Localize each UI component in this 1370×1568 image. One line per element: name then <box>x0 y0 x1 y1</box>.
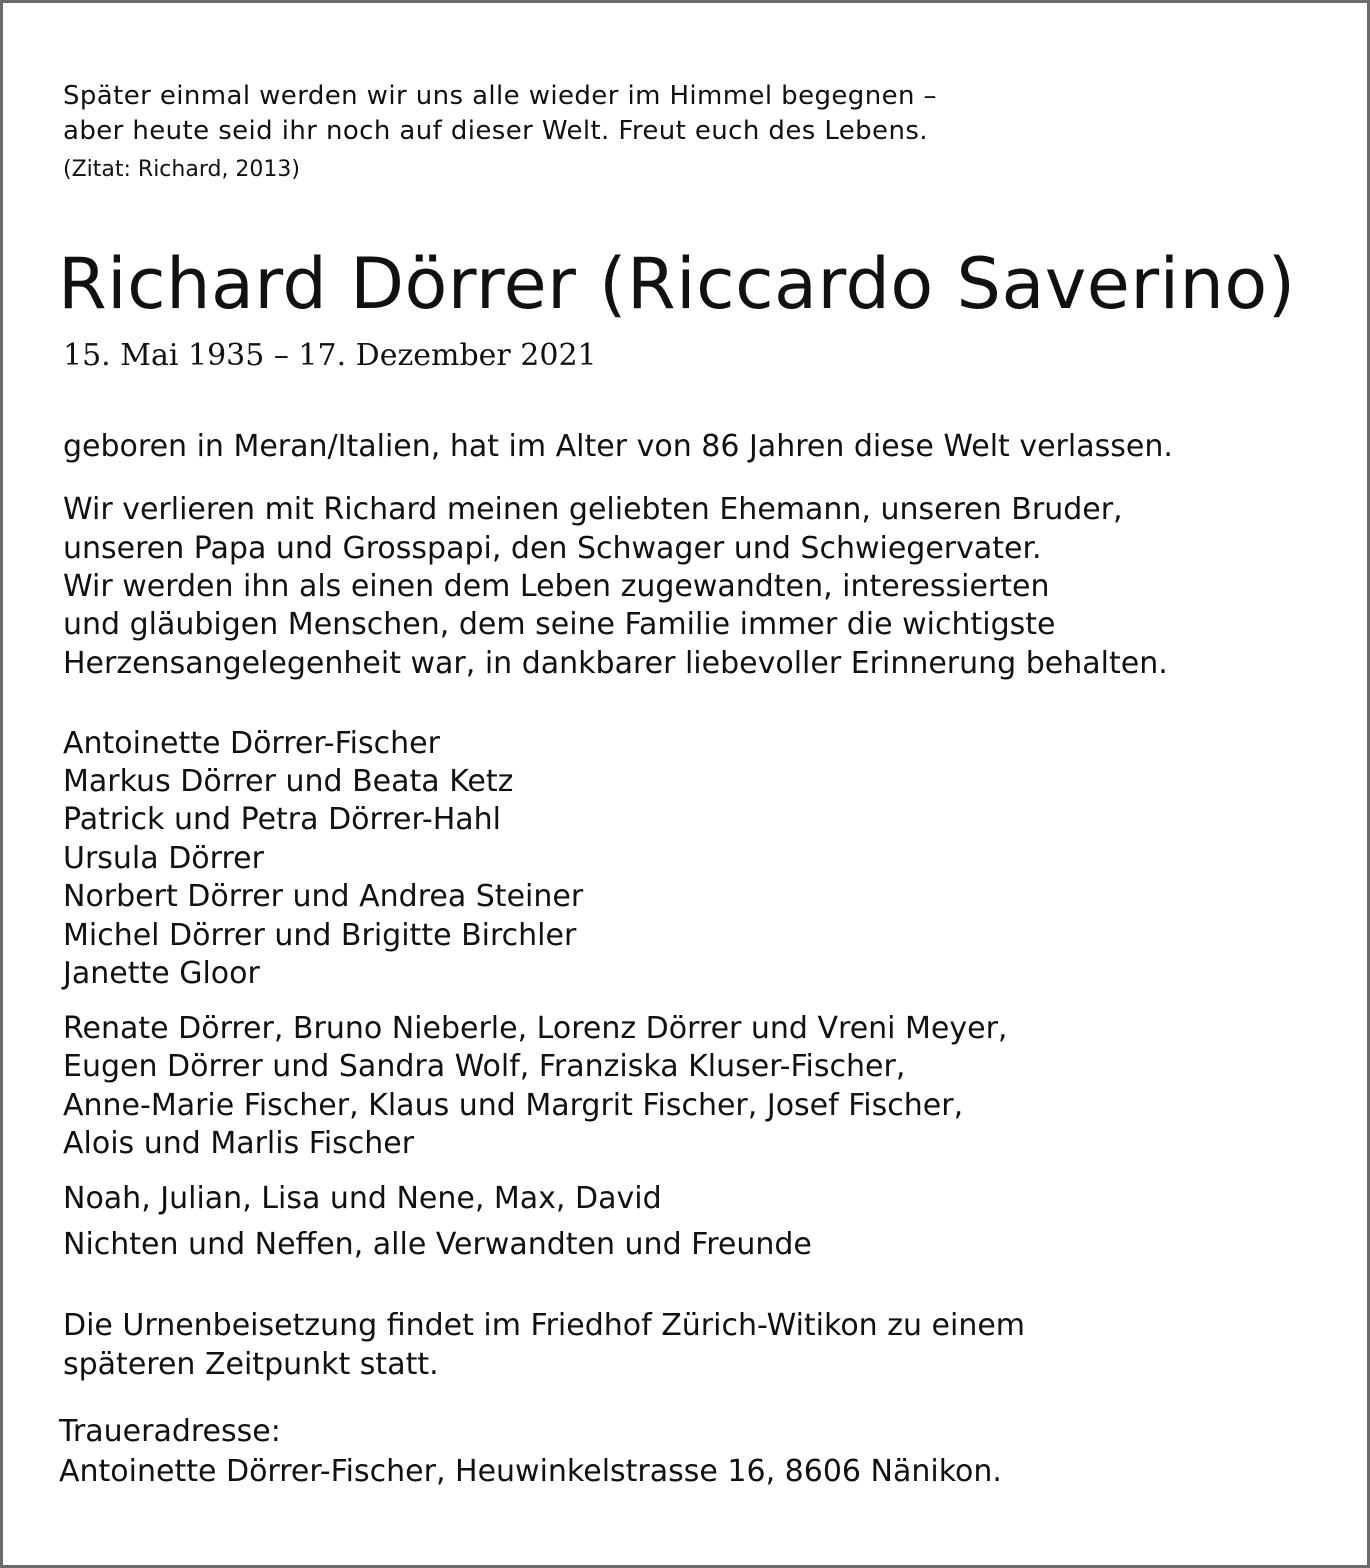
mourner-name: Ursula Dörrer <box>63 841 264 876</box>
intro-text: geboren in Meran/Italien, hat im Alter von 86 Jahren diese Welt verlassen. <box>63 429 1173 464</box>
grandchildren-line: Noah, Julian, Lisa und Nene, Max, David <box>63 1181 662 1216</box>
sibling-line: Eugen Dörrer und Sandra Wolf, Franziska Kluser-Fischer, <box>63 1049 906 1084</box>
tribute-line: und gläubigen Menschen, dem seine Familie immer die wichtigste <box>63 607 1056 642</box>
quote-citation: (Zitat: Richard, 2013) <box>63 157 301 182</box>
mourner-name: Norbert Dörrer und Andrea Steiner <box>63 879 584 914</box>
mourner-name: Antoinette Dörrer-Fischer <box>63 726 440 761</box>
address-label: Traueradresse: <box>59 1414 281 1449</box>
address-text: Antoinette Dörrer-Fischer, Heuwinkelstrasse 16, 8606 Nänikon. <box>59 1454 1002 1489</box>
burial-line: Die Urnenbeisetzung findet im Friedhof Zürich-Witikon zu einem <box>63 1308 1026 1343</box>
deceased-name: Richard Dörrer (Riccardo Saverino) <box>58 243 1296 325</box>
sibling-line: Renate Dörrer, Bruno Nieberle, Lorenz Dörrer und Vreni Meyer, <box>63 1011 1008 1046</box>
quote-line: Später einmal werden wir uns alle wieder im Himmel begegnen – <box>63 81 937 111</box>
quote-line: aber heute seid ihr noch auf dieser Welt. Freut euch des Lebens. <box>63 116 928 146</box>
burial-line: späteren Zeitpunkt statt. <box>63 1347 439 1382</box>
tribute-line: Herzensangelegenheit war, in dankbarer liebevoller Erinnerung behalten. <box>63 646 1168 681</box>
tribute-line: Wir verlieren mit Richard meinen geliebten Ehemann, unseren Bruder, <box>63 492 1123 527</box>
mourner-name: Patrick und Petra Dörrer-Hahl <box>63 802 501 837</box>
life-dates: 15. Mai 1935 – 17. Dezember 2021 <box>63 338 597 373</box>
tribute-line: unseren Papa und Grosspapi, den Schwager und Schwiegervater. <box>63 531 1042 566</box>
relatives-line: Nichten und Neffen, alle Verwandten und Freunde <box>63 1227 812 1262</box>
sibling-line: Alois und Marlis Fischer <box>63 1126 415 1161</box>
mourner-name: Markus Dörrer und Beata Ketz <box>63 764 514 799</box>
tribute-line: Wir werden ihn als einen dem Leben zugewandten, interessierten <box>63 569 1050 604</box>
mourner-name: Janette Gloor <box>63 956 260 991</box>
mourner-name: Michel Dörrer und Brigitte Birchler <box>63 918 577 953</box>
sibling-line: Anne-Marie Fischer, Klaus und Margrit Fischer, Josef Fischer, <box>63 1088 964 1123</box>
